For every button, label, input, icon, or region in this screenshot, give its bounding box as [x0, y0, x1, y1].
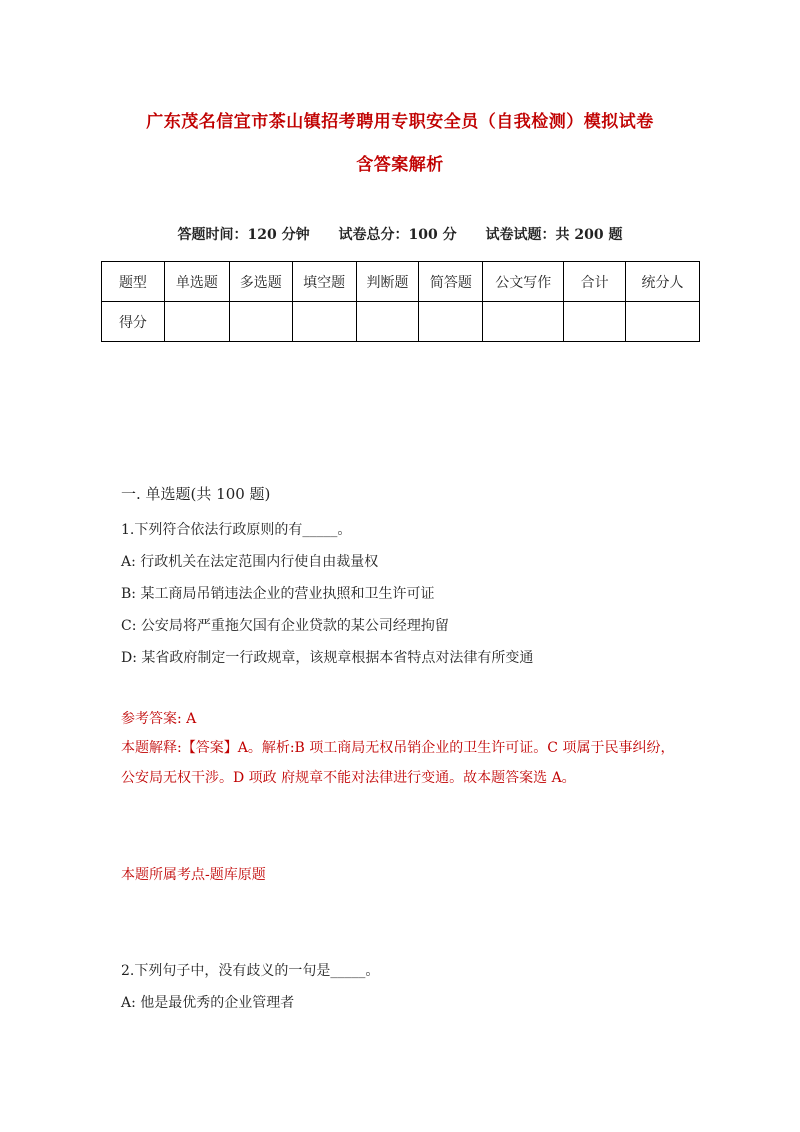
table-header-cell: 简答题: [419, 262, 483, 302]
table-header-cell: 公文写作: [483, 262, 564, 302]
score-cell: [292, 302, 356, 342]
score-cell: [356, 302, 419, 342]
score-table-score-row: [102, 302, 700, 342]
table-header-cell: 填空题: [292, 262, 356, 302]
score-cell: [419, 302, 483, 342]
score-cell: [626, 302, 700, 342]
score-cell: [564, 302, 626, 342]
exam-info: [0, 224, 800, 244]
score-table: [101, 261, 700, 342]
table-header-cell: 单选题: [164, 262, 229, 302]
table-header-cell: 多选题: [229, 262, 292, 302]
question-1-option-c: C: 公安局将严重拖欠国有企业贷款的某公司经理拘留: [121, 618, 449, 634]
question-2-option-a: A: 他是最优秀的企业管理者: [121, 995, 295, 1011]
table-header-cell: 合计: [564, 262, 626, 302]
question-1-answer: 参考答案: A: [121, 711, 197, 727]
score-cell: [229, 302, 292, 342]
score-row-label: 得分: [102, 302, 165, 342]
question-1-option-d: D: 某省政府制定一行政规章，该规章根据本省特点对法律有所变通: [121, 650, 534, 666]
document-title: 广东茂名信宜市茶山镇招考聘用专职安全员（自我检测）模拟试卷: [146, 112, 654, 132]
question-1-stem: 1.下列符合依法行政原则的有_____。: [121, 522, 352, 538]
table-header-cell: 题型: [102, 262, 165, 302]
score-cell: [483, 302, 564, 342]
score-cell: [164, 302, 229, 342]
question-1-explanation: 本题解释:【答案】A。解析:B 项工商局无权吊销企业的卫生许可证。C 项属于民事纠纷，公安局无权干涉。D 项政 府规章不能对法律进行变通。故本题答案选 A。: [121, 740, 675, 786]
question-1-option-b: B: 某工商局吊销违法企业的营业执照和卫生许可证: [121, 586, 435, 602]
table-header-cell: 统分人: [626, 262, 700, 302]
score-table-header-row: [102, 262, 700, 302]
question-2-stem: 2.下列句子中，没有歧义的一句是_____。: [121, 963, 380, 979]
exam-total-score: 试卷总分：100 分: [338, 227, 457, 243]
exam-question-count: 试卷试题：共 200 题: [485, 227, 623, 243]
exam-time: 答题时间：120 分钟: [177, 227, 310, 243]
document-subtitle: 含答案解析: [356, 155, 444, 175]
table-header-cell: 判断题: [356, 262, 419, 302]
question-1-source: 本题所属考点-题库原题: [121, 867, 266, 883]
question-1-option-a: A: 行政机关在法定范围内行使自由裁量权: [121, 554, 379, 570]
section-title: 一. 单选题(共 100 题): [121, 485, 271, 503]
